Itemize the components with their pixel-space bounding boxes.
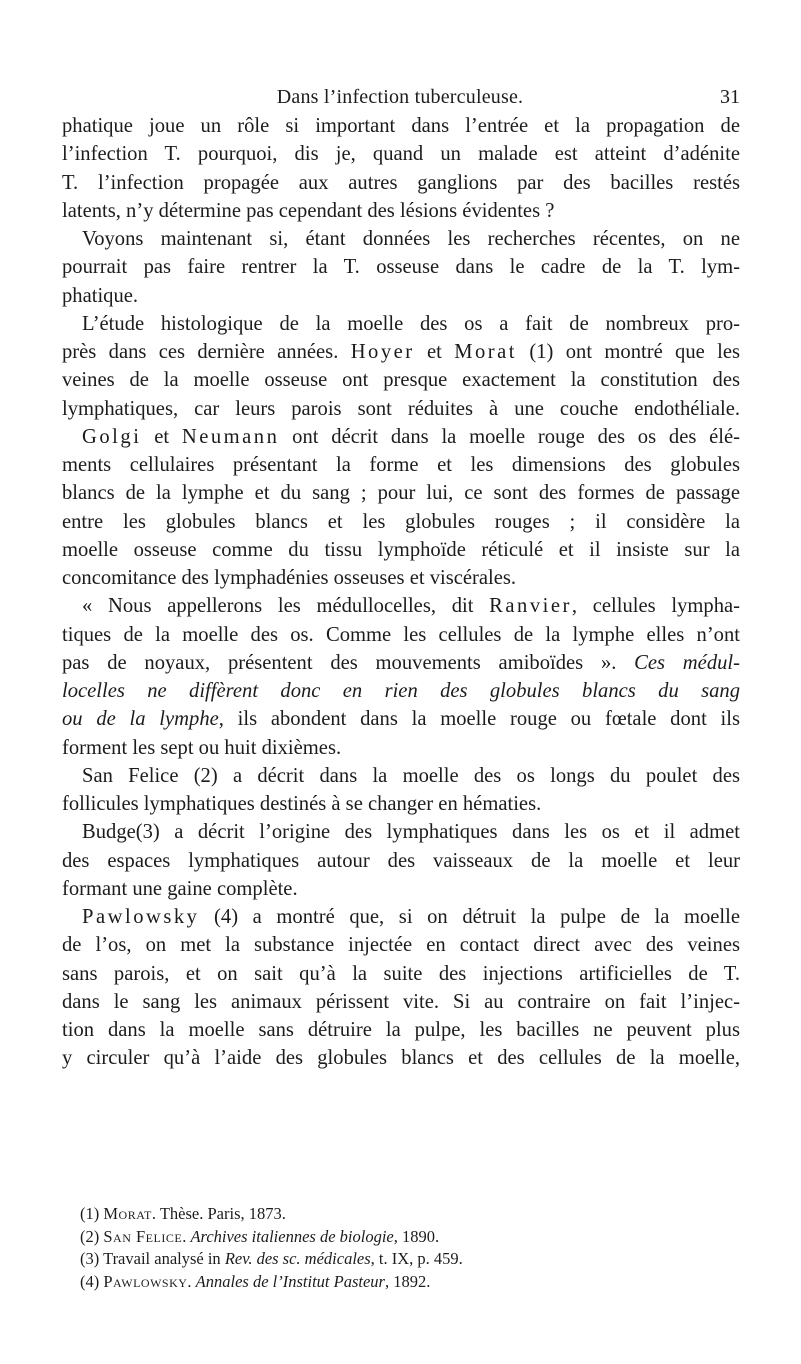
body-text: [62, 112, 740, 1073]
text-run: sans parois, et on sait qu’à la suite des injections artificielles de T.: [62, 962, 740, 985]
author-name: Hoyer: [350, 341, 415, 363]
author-name: Pawlowsky: [103, 1271, 188, 1291]
italic-text: Ces médul-: [634, 651, 740, 674]
text-run: (2): [80, 1226, 104, 1246]
text-line: [62, 338, 740, 366]
text-line: [62, 762, 740, 790]
text-line: [62, 169, 740, 197]
text-line: [62, 225, 740, 253]
text-run: formant une gaine complète.: [62, 877, 298, 900]
text-run: y circuler qu’à l’aide des globules blancs et des cellules de la moelle,: [62, 1047, 740, 1070]
text-line: [62, 112, 740, 140]
author-name: Morat: [454, 341, 518, 363]
text-run: tion dans la moelle sans détruire la pulpe, les bacilles ne peuvent plus: [62, 1019, 740, 1041]
italic-text: Rev. des sc. médicales: [224, 1249, 371, 1268]
text-line: [62, 875, 740, 903]
running-title: Dans l’infection tuberculeuse.: [276, 86, 524, 108]
footnote: [80, 1203, 740, 1226]
text-line: [62, 282, 740, 310]
italic-text: locelles ne diffèrent donc en rien des globules blancs du sang: [62, 680, 740, 702]
text-line: [62, 564, 740, 592]
text-run: Budge(3) a décrit l’origine des lymphatiques dans les os et il admet: [82, 821, 740, 844]
text-run: et: [141, 425, 182, 448]
text-line: [62, 847, 740, 875]
text-run: forment les sept ou huit dixièmes.: [62, 736, 342, 759]
footnote: [80, 1248, 740, 1271]
italic-text: Annales de l’Institut Pasteur: [195, 1271, 385, 1291]
text-run: phatique joue un rôle si important dans l’entrée et la propagation de: [62, 115, 740, 137]
text-run: près dans ces dernière années.: [62, 341, 351, 363]
text-line: [62, 621, 740, 649]
text-line: [62, 508, 740, 536]
author-name: Ranvier: [489, 595, 572, 618]
text-run: , 1890.: [393, 1226, 440, 1246]
author-name: Pawlowsky: [82, 906, 200, 928]
text-line: [62, 451, 740, 479]
text-run: « Nous appellerons les médullocelles, dit: [82, 595, 490, 618]
text-run: , t. IX, p. 459.: [370, 1249, 463, 1268]
footnotes: [80, 1203, 740, 1293]
author-name: San Felice: [103, 1226, 183, 1246]
text-run: ont décrit dans la moelle rouge des os des élé-: [279, 425, 740, 448]
text-run: de l’os, on met la substance injectée en contact direct avec des veines: [62, 934, 740, 957]
text-run: latents, n’y détermine pas cependant des lésions évidentes ?: [62, 199, 555, 222]
text-run: . Thèse. Paris, 1873.: [151, 1204, 286, 1223]
text-run: follicules lymphatiques destinés à se changer en hématies.: [62, 793, 542, 815]
text-line: [62, 1044, 740, 1072]
text-run: .: [187, 1271, 196, 1291]
text-run: ments cellulaires présentant la forme et les dimensions des globules: [62, 454, 740, 476]
text-run: .: [182, 1226, 191, 1246]
text-run: Voyons maintenant si, étant données les recherches récentes, on ne: [82, 228, 740, 250]
text-line: [62, 592, 740, 620]
text-run: (4) a montré que, si on détruit la pulpe de la moelle: [199, 906, 740, 928]
text-line: [62, 1016, 740, 1044]
text-line: [62, 931, 740, 959]
running-head: [60, 86, 740, 114]
text-run: entre les globules blancs et les globules rouges ; il considère la: [62, 510, 740, 533]
text-run: pourrait pas faire rentrer la T. osseuse dans le cadre de la T. lym-: [62, 256, 740, 279]
text-run: , cellules lympha-: [571, 595, 740, 618]
text-run: (1): [80, 1204, 104, 1223]
page-number: 31: [720, 86, 740, 108]
text-run: , ils abondent dans la moelle rouge ou fœtale dont ils: [218, 708, 740, 731]
text-line: [62, 903, 740, 931]
text-line: [62, 705, 740, 733]
text-run: (4): [80, 1271, 104, 1291]
text-run: des espaces lymphatiques autour des vaisseaux de la moelle et leur: [62, 849, 740, 872]
text-line: [62, 649, 740, 677]
text-run: moelle osseuse comme du tissu lymphoïde réticulé et il insiste sur la: [62, 538, 740, 561]
text-run: pas de noyaux, présentent des mouvements amiboïdes ».: [62, 651, 635, 674]
text-run: lymphatiques, car leurs parois sont réduites à une couche endothéliale.: [62, 397, 740, 420]
text-line: [62, 395, 740, 423]
text-line: [62, 734, 740, 762]
text-run: veines de la moelle osseuse ont presque exactement la constitution des: [62, 369, 740, 392]
text-run: blancs de la lymphe et du sang ; pour lui, ce sont des formes de passage: [62, 482, 740, 505]
text-line: [62, 479, 740, 507]
text-run: , 1892.: [384, 1271, 431, 1291]
author-name: Morat: [103, 1204, 152, 1223]
text-run: dans le sang les animaux périssent vite. Si au contraire on fait l’injec-: [62, 990, 740, 1013]
text-line: [62, 253, 740, 281]
author-name: Golgi: [82, 425, 142, 448]
text-line: [62, 536, 740, 564]
text-line: [62, 988, 740, 1016]
author-name: Neumann: [181, 425, 280, 448]
footnote: [80, 1226, 740, 1249]
text-line: [62, 790, 740, 818]
text-run: et: [414, 341, 455, 363]
text-run: L’étude histologique de la moelle des os a fait de nombreux pro-: [82, 312, 740, 335]
italic-text: ou de la lymphe: [62, 708, 219, 731]
text-run: San Felice (2) a décrit dans la moelle des os longs du poulet des: [82, 764, 740, 787]
text-run: phatique.: [62, 284, 139, 307]
text-line: [62, 423, 740, 451]
text-line: [62, 677, 740, 705]
text-run: T. l’infection propagée aux autres ganglions par des bacilles restés: [62, 171, 740, 194]
italic-text: Archives italiennes de biologie: [190, 1226, 394, 1246]
text-run: l’infection T. pourquoi, dis je, quand un malade est atteint d’adénite: [62, 143, 740, 166]
text-run: concomitance des lymphadénies osseuses et viscérales.: [62, 567, 517, 589]
text-line: [62, 818, 740, 846]
text-run: (3) Travail analysé in: [80, 1249, 225, 1268]
footnote: [80, 1271, 740, 1294]
text-run: (1) ont montré que les: [517, 341, 740, 363]
text-line: [62, 366, 740, 394]
text-line: [62, 960, 740, 988]
text-run: tiques de la moelle des os. Comme les cellules de la lymphe elles n’ont: [62, 623, 740, 646]
text-line: [62, 310, 740, 338]
text-line: [62, 197, 740, 225]
text-line: [62, 140, 740, 168]
